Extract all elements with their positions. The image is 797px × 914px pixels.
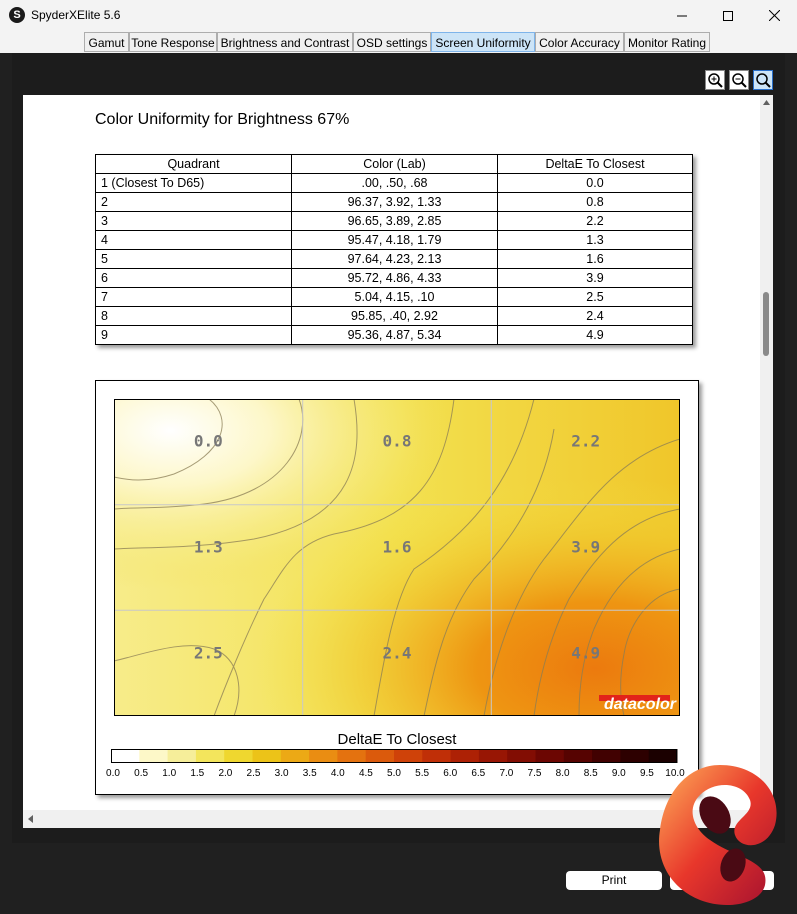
colorbar-swatch [139,749,168,763]
quadrant-cell: 3 [96,212,292,231]
title-bar [0,0,797,31]
scroll-left-icon [26,810,36,828]
colorbar-tick-label: 7.5 [527,768,542,779]
colorbar-tick-label: 1.0 [162,768,177,779]
datacolor-logo: datacolor [603,696,676,713]
colorbar-tick-label: 2.0 [218,768,233,779]
zoom-fit-button[interactable] [753,70,773,90]
colorbar-tick-label: 0.5 [134,768,149,779]
quadrant-cell: 2 [96,193,292,212]
colorbar-swatch [507,749,536,763]
heatmap-value: 0.0 [193,431,223,451]
color-lab-cell: .00, .50, .68 [292,174,498,193]
tab-gamut[interactable]: Gamut [84,32,129,52]
print-button[interactable]: Print [566,871,662,890]
tab-screen-uniformity[interactable]: Screen Uniformity [431,32,535,52]
uniformity-chart [95,380,699,795]
table-row [96,288,693,307]
zoom-in-button[interactable] [705,70,725,90]
quadrant-cell: 5 [96,250,292,269]
heatmap-value: 2.5 [193,643,223,663]
colorbar-swatch [422,749,451,763]
quadrant-cell: 6 [96,269,292,288]
zoom-out-button[interactable] [729,70,749,90]
tab-row [0,31,797,53]
color-lab-cell: 96.65, 3.89, 2.85 [292,212,498,231]
heatmap-value: 3.9 [571,537,601,557]
colorbar-tick-label: 4.5 [358,768,373,779]
quadrant-cell: 7 [96,288,292,307]
column-header: DeltaE To Closest [498,155,693,174]
tab-monitor-rating[interactable]: Monitor Rating [624,32,710,52]
color-lab-cell: 95.72, 4.86, 4.33 [292,269,498,288]
colorbar-swatch [309,749,338,763]
zoom-in-icon [706,71,724,89]
deltae-cell: 1.6 [498,250,693,269]
table-row [96,231,693,250]
heatmap-value: 4.9 [571,643,601,663]
color-lab-cell: 96.37, 3.92, 1.33 [292,193,498,212]
tab-tone-response[interactable]: Tone Response [129,32,217,52]
tab-brightness-contrast[interactable]: Brightness and Contrast [217,32,353,52]
colorbar-tick-label: 6.0 [443,768,458,779]
colorbar-title: DeltaE To Closest [337,731,457,748]
colorbar-swatch [224,749,253,763]
colorbar-tick-label: 9.0 [611,768,626,779]
heatmap-value: 2.2 [571,431,601,451]
table-row [96,174,693,193]
colorbar-tick-label: 3.0 [274,768,289,779]
table-row [96,212,693,231]
color-lab-cell: 95.85, .40, 2.92 [292,307,498,326]
maximize-button[interactable] [705,0,751,31]
horizontal-scrollbar[interactable] [23,810,760,828]
heatmap-value: 1.3 [193,537,223,557]
table-row [96,250,693,269]
table-row [96,326,693,345]
heatmap-value: 1.6 [382,537,412,557]
table-row [96,269,693,288]
vertical-scrollbar[interactable] [760,95,773,810]
table-header-row [96,155,693,174]
tab-osd-settings[interactable]: OSD settings [353,32,431,52]
colorbar-tick-label: 2.5 [246,768,261,779]
colorbar-swatch [620,749,649,763]
colorbar-swatch [394,749,423,763]
deltae-cell: 0.0 [498,174,693,193]
deltae-cell: 2.2 [498,212,693,231]
close-button[interactable] [751,0,797,31]
colorbar-swatch [253,749,282,763]
deltae-cell: 3.9 [498,269,693,288]
colorbar-tick-label: 8.5 [583,768,598,779]
colorbar-tick-label: 10.0 [665,768,685,779]
close-icon [769,10,780,21]
colorbar-tick-label: 9.5 [639,768,654,779]
colorbar-swatch [111,749,140,763]
maximize-icon [723,11,733,21]
deltae-cell: 4.9 [498,326,693,345]
colorbar-swatch [479,749,508,763]
minimize-button[interactable] [659,0,705,31]
zoom-fit-icon [754,71,772,89]
colorbar-tick-label: 6.5 [471,768,486,779]
colorbar-tick-label: 1.5 [190,768,205,779]
deltae-cell: 1.3 [498,231,693,250]
colorbar-tick-label: 5.0 [387,768,401,779]
report-page [23,95,760,810]
heatmap-value: 2.4 [382,643,412,663]
quadrant-cell: 8 [96,307,292,326]
table-row [96,193,693,212]
colorbar-tick-label: 3.5 [302,768,317,779]
colorbar-swatch [536,749,565,763]
window-title: SpyderXElite 5.6 [31,8,121,22]
zoom-out-icon [730,71,748,89]
colorbar-tick-label: 5.5 [415,768,430,779]
scroll-up-icon [760,98,773,108]
colorbar [111,749,681,769]
color-lab-cell: 95.47, 4.18, 1.79 [292,231,498,250]
app-icon: S [9,7,25,23]
quadrant-cell: 4 [96,231,292,250]
colorbar-swatch [196,749,225,763]
colorbar-tick-label: 0.0 [106,768,120,779]
column-header: Quadrant [96,155,292,174]
colorbar-swatch [366,749,395,763]
column-header: Color (Lab) [292,155,498,174]
uniformity-table [95,154,693,345]
deltae-cell: 2.4 [498,307,693,326]
table-body [96,174,693,345]
deltae-cell: 2.5 [498,288,693,307]
color-lab-cell: 95.36, 4.87, 5.34 [292,326,498,345]
quadrant-cell: 1 (Closest To D65) [96,174,292,193]
colorbar-tick-label: 7.0 [499,768,514,779]
colorbar-swatch [281,749,310,763]
minimize-icon [677,11,687,21]
colorbar-swatch [564,749,593,763]
color-lab-cell: 5.04, 4.15, .10 [292,288,498,307]
vertical-scroll-thumb[interactable] [763,292,769,356]
colorbar-swatch [337,749,366,763]
colorbar-tick-label: 8.0 [555,768,570,779]
quadrant-cell: 9 [96,326,292,345]
heatmap-value: 0.8 [382,431,412,451]
colorbar-tick-label: 4.0 [330,768,345,779]
colorbar-swatch [592,749,621,763]
colorbar-swatch [451,749,480,763]
color-lab-cell: 97.64, 4.23, 2.13 [292,250,498,269]
report-title: Color Uniformity for Brightness 67% [95,111,350,128]
colorbar-swatch [168,749,197,763]
watermark-logo [655,760,785,910]
deltae-cell: 0.8 [498,193,693,212]
table-row [96,307,693,326]
tab-color-accuracy[interactable]: Color Accuracy [535,32,624,52]
